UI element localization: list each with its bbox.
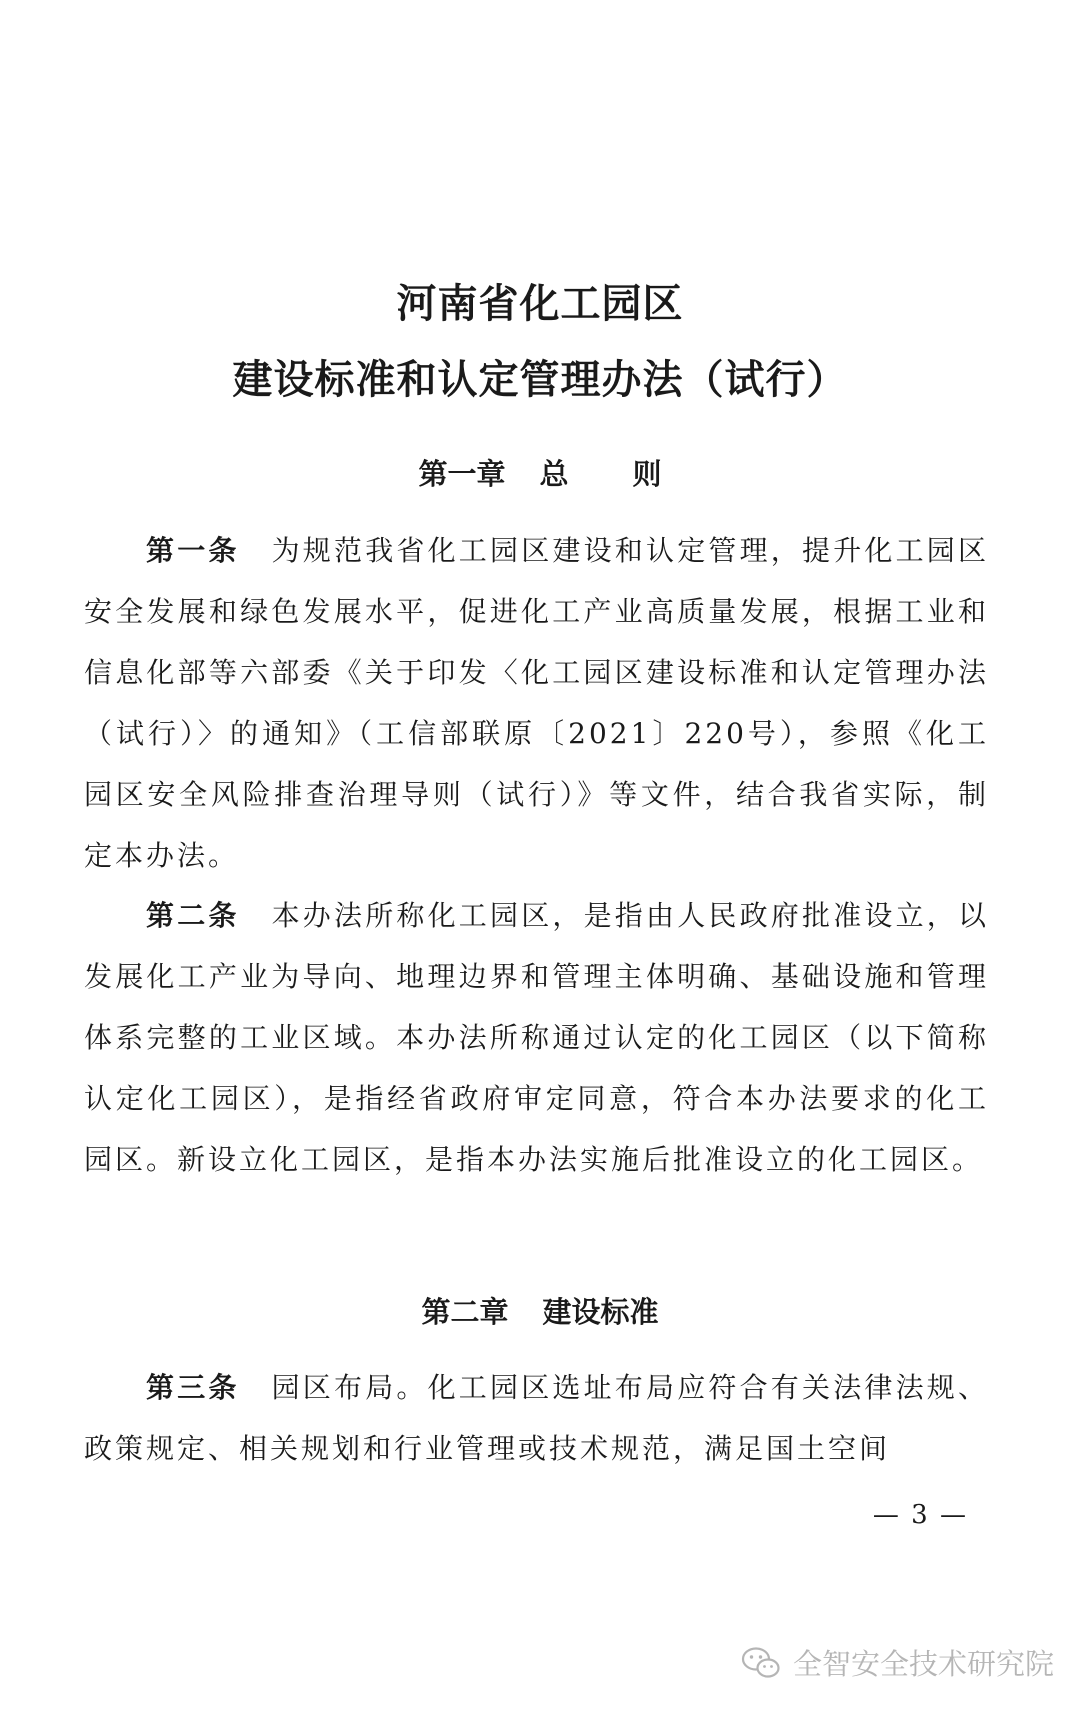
article-1	[84, 520, 989, 886]
chapter-title-part: 总	[539, 457, 569, 491]
document-title-line2: 建设标准和认定管理办法（试行）	[232, 357, 848, 403]
chapter-number: 第一章	[418, 457, 506, 491]
article-3	[84, 1357, 989, 1479]
article-label: 第三条	[146, 1371, 240, 1404]
article-text: 本办法所称化工园区，是指由人民政府批准设立，以发展化工产业为导向、地理边界和管理主体明确、基础设施和管理体系完整的工业区域。本办法所称通过认定的化工园区（以下简称认定化工园区），是指经省政府审定同意，符合本办法要求的化工园区。新设立化工园区，是指本办法实施后批准设立的化工园区。	[84, 899, 989, 1176]
article-label: 第一条	[146, 534, 240, 567]
article-label: 第二条	[146, 899, 240, 932]
chapter-title-part: 建设标准	[542, 1295, 659, 1329]
watermark-text: 全智安全技术研究院	[792, 1647, 1054, 1681]
chapter-number: 第二章	[421, 1295, 509, 1329]
wechat-icon	[741, 1646, 781, 1680]
page-number: — 3 —	[872, 1500, 968, 1530]
chapter-heading-1	[0, 452, 1080, 493]
chapter-title-part: 则	[632, 457, 662, 491]
article-text: 园区布局。化工园区选址布局应符合有关法律法规、政策规定、相关规划和行业管理或技术规范，满足国土空间	[84, 1371, 989, 1465]
article-text: 为规范我省化工园区建设和认定管理，提升化工园区安全发展和绿色发展水平，促进化工产业高质量发展，根据工业和信息化部等六部委《关于印发〈化工园区建设标准和认定管理办法（试行）〉的通知》（工信部联原〔2021〕220号），参照《化工园区安全风险排查治理导则（试行）》等文件，结合我省实际，制定本办法。	[84, 534, 989, 872]
watermark	[741, 1642, 1054, 1683]
chapter-heading-2	[0, 1290, 1080, 1331]
article-2	[84, 885, 989, 1190]
document-title-line1: 河南省化工园区	[396, 281, 684, 327]
